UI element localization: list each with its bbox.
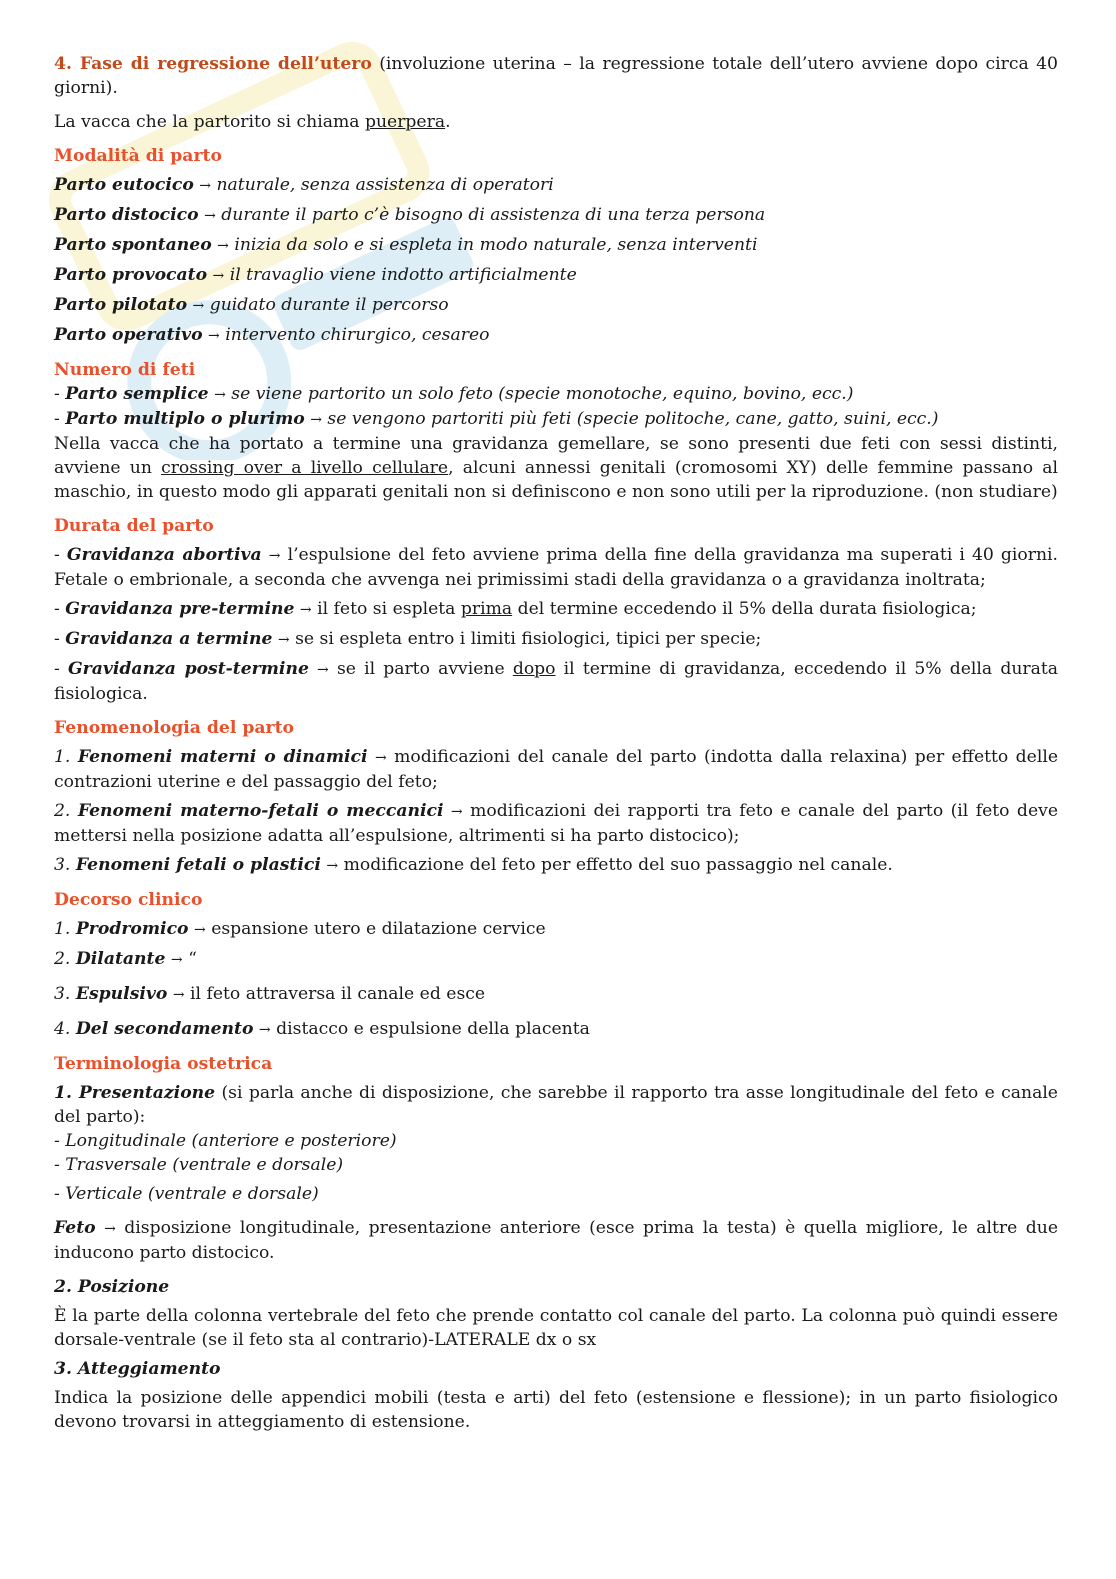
intro-paragraph: 4. Fase di regressione dell’utero (involuzione uterina – la regressione totale dell’utero avviene dopo circa 40 giorni). xyxy=(54,54,1058,98)
document-page xyxy=(54,52,1058,1434)
modalita-item: Parto eutocico → naturale, senza assistenza di operatori xyxy=(54,175,554,195)
durata-item: - Gravidanza abortiva → l’espulsione del feto avviene prima della fine della gravidanza ma superati i 40 giorni. Fetale o embrionale, a seconda che avvenga nei primissimi stadi della gravidanza o a gravidanza inoltrata; xyxy=(54,545,1058,590)
decorso-item: 2. Dilatante → “ xyxy=(54,949,197,969)
posizione-title: 2. Posizione xyxy=(54,1277,170,1297)
durata-item: - Gravidanza a termine → se si espleta entro i limiti fisiologici, tipici per specie; xyxy=(54,629,762,649)
presentazione-list-item: - Trasversale (ventrale e dorsale) xyxy=(54,1155,344,1175)
feti-item: - Parto multiplo o plurimo → se vengono partoriti più feti (specie politoche, cane, gatto, suini, ecc.) xyxy=(54,409,939,429)
decorso-item: 4. Del secondamento → distacco e espulsione della placenta xyxy=(54,1019,590,1039)
section-title-modalita: Modalità di parto xyxy=(54,146,222,166)
durata-item: - Gravidanza post-termine → se il parto avviene dopo il termine di gravidanza, eccedendo il 5% della durata fisiologica. xyxy=(54,659,1059,704)
puerpera-sentence: La vacca che la partorito si chiama puerpera. xyxy=(54,112,451,132)
section-title-durata: Durata del parto xyxy=(54,516,214,536)
presentazione-list-item: - Longitudinale (anteriore e posteriore) xyxy=(54,1131,397,1151)
section-title-terminologia: Terminologia ostetrica xyxy=(54,1054,273,1074)
fenomeno-item: 2. Fenomeni materno-fetali o meccanici → modificazioni dei rapporti tra feto e canale del parto (il feto deve mettersi nella posizione adatta all’espulsione, altrimenti si ha parto distocico); xyxy=(54,801,1058,846)
fenomeno-item: 1. Fenomeni materni o dinamici → modificazioni del canale del parto (indotta dalla relaxina) per effetto delle contrazioni uterine e del passaggio del feto; xyxy=(54,747,1059,792)
atteggiamento-paragraph: Indica la posizione delle appendici mobili (testa e arti) del feto (estensione e flessione); in un parto fisiologico devono trovarsi in atteggiamento di estensione. xyxy=(54,1388,1058,1432)
section-title-fenomenologia: Fenomenologia del parto xyxy=(54,718,294,738)
feti-item: - Parto semplice → se viene partorito un solo feto (specie monotoche, equino, bovino, ecc.) xyxy=(54,384,854,404)
section-title-feti: Numero di feti xyxy=(54,360,196,380)
fenomeno-item: 3. Fenomeni fetali o plastici → modificazione del feto per effetto del suo passaggio nel canale. xyxy=(54,855,893,875)
modalita-item: Parto operativo → intervento chirurgico, cesareo xyxy=(54,325,490,345)
durata-item: - Gravidanza pre-termine → il feto si espleta prima del termine eccedendo il 5% della durata fisiologica; xyxy=(54,599,977,619)
feti-paragraph: Nella vacca che ha portato a termine una gravidanza gemellare, se sono presenti due feti con sessi distinti, avviene un crossing over a livello cellulare, alcuni annessi genitali (cromosomi XY) delle femmine passano al maschio, in questo modo gli apparati genitali non si definiscono e non sono utili per la riproduzione. (non studiare) xyxy=(54,434,1058,502)
feto-paragraph: Feto → disposizione longitudinale, presentazione anteriore (esce prima la testa) è quella migliore, le altre due inducono parto distocico. xyxy=(54,1218,1058,1263)
modalita-item: Parto pilotato → guidato durante il percorso xyxy=(54,295,449,315)
section-title-decorso: Decorso clinico xyxy=(54,890,203,910)
posizione-paragraph: È la parte della colonna vertebrale del feto che prende contatto col canale del parto. La colonna può quindi essere dorsale-ventrale (se il feto sta al contrario)-LATERALE dx o sx xyxy=(54,1306,1058,1350)
presentazione-list-item: - Verticale (ventrale e dorsale) xyxy=(54,1184,319,1204)
intro-heading: 4. Fase di regressione dell’utero xyxy=(54,54,372,74)
modalita-item: Parto distocico → durante il parto c’è bisogno di assistenza di una terza persona xyxy=(54,205,766,225)
presentazione-paragraph: 1. Presentazione (si parla anche di disposizione, che sarebbe il rapporto tra asse longitudinale del feto e canale del parto): xyxy=(54,1083,1058,1127)
decorso-item: 1. Prodromico → espansione utero e dilatazione cervice xyxy=(54,919,546,939)
decorso-item: 3. Espulsivo → il feto attraversa il canale ed esce xyxy=(54,984,486,1004)
modalita-item: Parto provocato → il travaglio viene indotto artificialmente xyxy=(54,265,577,285)
modalita-item: Parto spontaneo → inizia da solo e si espleta in modo naturale, senza interventi xyxy=(54,235,758,255)
atteggiamento-title: 3. Atteggiamento xyxy=(54,1359,221,1379)
